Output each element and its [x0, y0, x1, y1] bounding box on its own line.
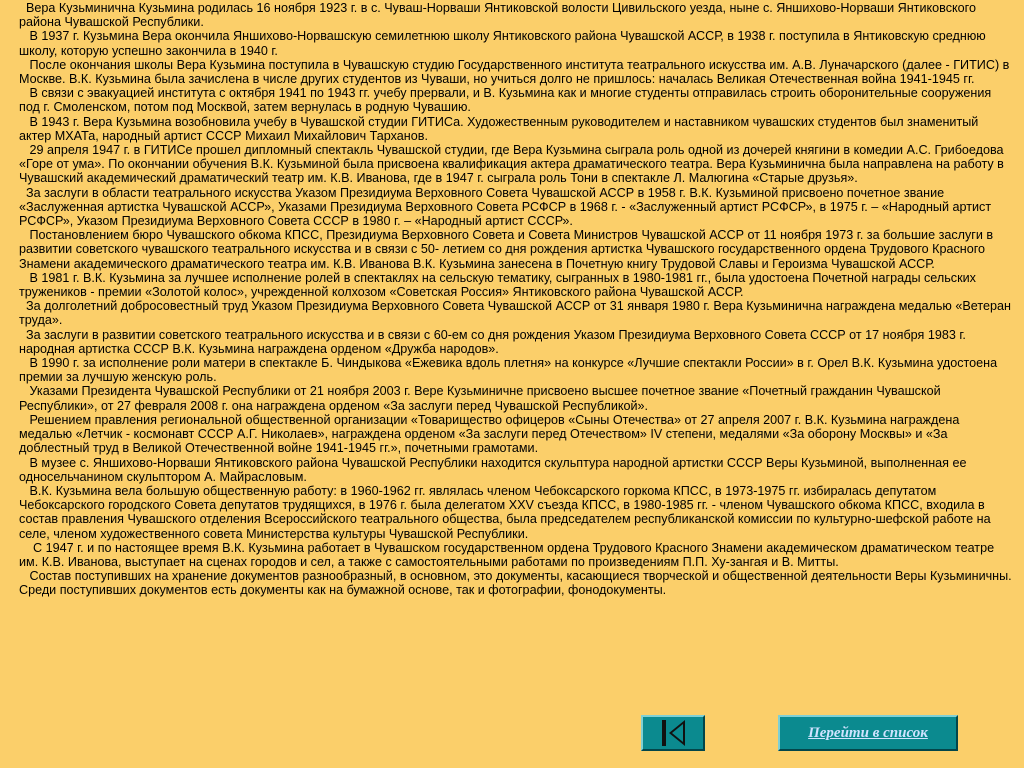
paragraph-10: За долголетний добросовестный труд Указом Президиума Верховного Совета Чувашской АССР от 31 января 1980 г. Вера Кузьминична награждена медалью «Ветеран труда».: [19, 299, 1011, 328]
paragraph-11: За заслуги в развитии советского театрального искусства и в связи с 60-ем со дня рождения Указом Президиума Верховного Совета СССР от 17 ноября 1983 г. народная артистка СССР В.К. Кузьмина награждена орденом «Дружба народов».: [19, 327, 966, 356]
skip-to-first-arrow-hollow: [672, 724, 683, 742]
go-to-list-button[interactable]: Перейти в список: [778, 715, 958, 751]
paragraph-6: 29 апреля 1947 г. в ГИТИСе прошел дипломный спектакль Чувашской студии, где Вера Кузьмина сыграла роль одной из дочерей княгини в комедии А.С. Грибоедова «Горе от ума». По окончании обучения В.К. Кузьминой была присвоена квалификация актера драматического театра. Вера Кузьминична была направлена на работу в Чувашский академический драматический театр им. К.В. Иванова, где в 1947 г. сыграла роль Тони в спектакле Л. Малюгина «Старые друзья».: [19, 143, 1004, 186]
paragraph-17: С 1947 г. и по настоящее время В.К. Кузьмина работает в Чувашском государственном ордена Трудового Красного Знамени академическом драматическом театре им. К.В. Иванова, выступает на сценах городов и сел, а также с самостоятельными работами по произведениям П.П. Ху-зангая и В. Митты.: [19, 540, 995, 569]
paragraph-18: Состав поступивших на хранение документов разнообразный, в основном, это документы, касающиеся творческой и общественной деятельности Веры Кузьминичны. Среди поступивших документов есть документы как на бумажной основе, так и фотографии, фонодокументы.: [19, 569, 1012, 598]
paragraph-8: Постановлением бюро Чувашского обкома КПСС, Президиума Верховного Совета и Совета Министров Чувашской АССР от 11 ноября 1973 г. за большие заслуги в развитии советского чувашского театрального искусства и в связи с 50- летием со дня рождения артистка Чувашского государственного ордена Трудового Красного Знамени академического драматического театра им. К.В. Иванова В.К. Кузьмина занесена в Почетную книгу Трудовой Славы и Героизма Чувашской АССР.: [19, 228, 994, 271]
paragraph-3: После окончания школы Вера Кузьмина поступила в Чувашскую студию Государственного института театрального искусства им. А.В. Луначарского (далее - ГИТИС) в Москве. В.К. Кузьмина была зачислена в числе других студентов из Чуваши, но учиться долго не пришлось: началась Великая Отечественная война 1941-1945 гг.: [19, 57, 1010, 87]
paragraph-5: В 1943 г. Вера Кузьмина возобновила учебу в Чувашской студии ГИТИСа. Художественным руководителем и наставником чувашских студентов был знаменитый актер МХАТа, народный артист СССР Михаил Михайлович Тарханов.: [19, 114, 979, 143]
paragraph-1: Вера Кузьминична Кузьмина родилась 16 ноября 1923 г. в с. Чуваш-Норваши Янтиковской волости Цивильского уезда, ныне с. Яншихово-Норваши Янтиковского района Чувашской Республики.: [19, 1, 976, 30]
paragraph-7: За заслуги в области театрального искусства Указом Президиума Верховного Совета Чувашской АССР в 1958 г. В.К. Кузьминой присвоено почетное звание «Заслуженная артистка Чувашской АССР», Указами Президиума Верховного Совета РСФСР в 1968 г. - «Заслуженный артист РСФСР», в 1975 г. – «Народный артист РСФСР», Указом Президиума Верховного Совета СССР в 1980 г. – «Народный артист СССР».: [19, 185, 992, 229]
paragraph-14: Решением правления региональной общественной организации «Товарищество офицеров «Сыны Отечества» от 27 апреля 2007 г. В.К. Кузьмина награждена медалью «Летчик - космонавт СССР А.Г. Николаев», награждена орденом «За заслуги перед Отечеством» IV степени, медалями «За оборону Москвы» и «За доблестный труд в Великой Отечественной войне 1941-1945 гг.», почетными грамотами.: [19, 412, 960, 456]
paragraph-4: В связи с эвакуацией института с октября 1941 по 1943 гг. учебу прервали, и В. Кузьмина как и многие студенты отправилась строить оборонительные сооружения под г. Смоленском, потом под Москвой, затем вернулась в родную Чувашию.: [19, 86, 992, 115]
biography-text: [19, 1, 1013, 598]
paragraph-2: В 1937 г. Кузьмина Вера окончила Яншихово-Норвашскую семилетнюю школу Янтиковского района Чувашской АССР, в 1938 г. поступила в Янтиковскую среднюю школу, которую успешно закончила в 1940 г.: [19, 29, 986, 58]
paragraph-9: В 1981 г. В.К. Кузьмина за лучшее исполнение ролей в спектаклях на сельскую тематику, сыгранных в 1980-1981 гг., была удостоена Почетной награды сельских тружеников - премии «Золотой колос», учрежденной колхозом «Советская Россия» Янтиковского района Чувашской АССР.: [19, 270, 976, 300]
paragraph-16: В.К. Кузьмина вела большую общественную работу: в 1960-1962 гг. являлась членом Чебоксарского горкома КПСС, в 1973-1975 гг. избиралась депутатом Чебоксарского городского Совета депутатов трудящихся, в 1976 г. была делегатом XXV съезда КПСС, в 1980-1985 гг. - членом Чувашского обкома КПСС, входила в состав правления Чувашского отделения Всероссийского театрального общества, была председателем республиканской комиссии по культурно-шефской работе на селе, членом художественного совета Министерства культуры Чувашской Республики.: [19, 483, 991, 541]
skip-to-first-icon: [662, 720, 666, 746]
paragraph-12: В 1990 г. за исполнение роли матери в спектакле Б. Чиндыкова «Ежевика вдоль плетня» на конкурсе «Лучшие спектакли России» в г. Орел В.К. Кузьмина удостоена премии за лучшую женскую роль.: [19, 356, 998, 385]
paragraph-13: Указами Президента Чувашской Республики от 21 ноября 2003 г. Вере Кузьминичне присвоено высшее почетное звание «Почетный гражданин Чувашской Республики», от 27 февраля 2008 г. она награждена орденом «За заслуги перед Чувашской Республикой».: [19, 384, 941, 413]
paragraph-15: В музее с. Яншихово-Норваши Янтиковского района Чувашской Республики находится скульптура народной артистки СССР Веры Кузьминой, выполненная ее односельчанином скульптором А. Майрасловым.: [19, 455, 967, 484]
go-to-first-button[interactable]: [641, 715, 705, 751]
